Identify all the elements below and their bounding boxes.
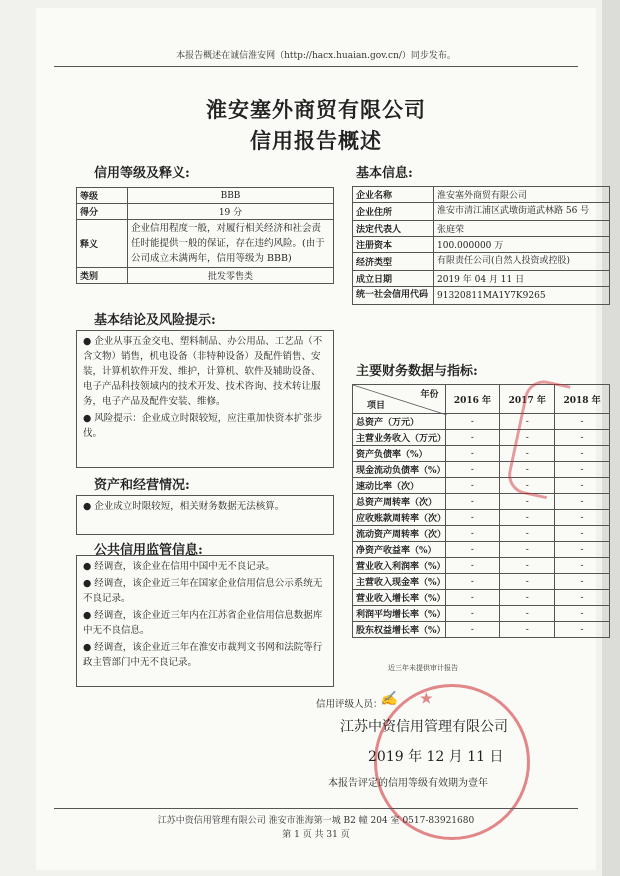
company-name-label: 企业名称	[353, 187, 434, 203]
metric-value: -	[500, 606, 555, 622]
table-row	[353, 187, 610, 203]
category-value: 批发零售类	[128, 268, 334, 284]
table-row	[353, 510, 610, 526]
report-page	[36, 8, 601, 870]
finance-section-title: 主要财务数据与指标:	[356, 364, 478, 379]
table-row	[353, 590, 610, 606]
corner-year-label: 年份	[420, 390, 439, 400]
list-item: ● 风险提示：企业成立时限较短，应注重加快资本扩张步伐。	[83, 413, 323, 439]
metric-value: -	[445, 494, 500, 510]
metric-value: -	[555, 574, 610, 590]
rating-section-title: 信用等级及释义:	[94, 166, 190, 181]
list-item: ● 经调查，该企业在信用中国中无不良记录。	[83, 561, 275, 572]
founded-value: 2019 年 04 月 11 日	[434, 271, 610, 287]
table-row	[353, 542, 610, 558]
year-2017: 2017 年	[500, 385, 555, 414]
metric-value: -	[500, 574, 555, 590]
analyst-label: 信用评级人员：	[316, 699, 383, 710]
supervision-box	[76, 555, 334, 687]
score-value: 19 分	[128, 204, 334, 220]
company-name-value: 淮安塞外商贸有限公司	[434, 187, 610, 203]
metric-value: -	[500, 478, 555, 494]
list-item: ● 经调查，该企业近三年在国家企业信用信息公示系统无不良记录。	[83, 578, 323, 604]
table-row	[353, 221, 610, 237]
metric-value: -	[445, 542, 500, 558]
metric-label: 总资产（万元）	[353, 414, 446, 430]
corner-item-label: 项目	[367, 401, 386, 411]
founded-label: 成立日期	[353, 271, 434, 287]
table-row	[353, 287, 610, 305]
table-row	[353, 271, 610, 287]
metric-value: -	[555, 606, 610, 622]
metric-value: -	[555, 526, 610, 542]
metric-label: 股东权益增长率（%）	[353, 622, 446, 638]
finance-table	[352, 384, 610, 638]
metric-label: 主营业务收入（万元）	[353, 430, 446, 446]
metric-value: -	[445, 430, 500, 446]
table-row	[353, 558, 610, 574]
seal-star-icon: ★	[420, 691, 433, 707]
definition-value: 企业信用程度一般，对履行相关经济和社会责任时能提供一般的保证，存在违约风险。(由于公司成立未满两年，信用等级为 BBB)	[128, 220, 334, 268]
table-row	[77, 268, 334, 284]
header-divider	[54, 66, 578, 67]
validity-note: 本报告评定的信用等级有效期为壹年	[328, 778, 488, 789]
metric-value: -	[555, 510, 610, 526]
corner-cell	[353, 385, 446, 414]
table-row	[353, 478, 610, 494]
metric-value: -	[555, 414, 610, 430]
metric-value: -	[555, 622, 610, 638]
definition-label: 释义	[77, 220, 128, 268]
metric-value: -	[555, 494, 610, 510]
metric-value: -	[500, 414, 555, 430]
econ-type-label: 经济类型	[353, 253, 434, 271]
category-label: 类别	[77, 268, 128, 284]
metric-label: 资产负债率（%）	[353, 446, 446, 462]
metric-label: 现金流动负债率（%）	[353, 462, 446, 478]
capital-label: 注册资本	[353, 237, 434, 253]
conclusion-box	[76, 330, 334, 468]
metric-value: -	[500, 558, 555, 574]
metric-value: -	[500, 622, 555, 638]
analyst-signature: ✍	[380, 691, 398, 707]
footer-divider	[54, 808, 578, 809]
rating-table	[76, 187, 334, 284]
issue-date: 2019 年 12 月 11 日	[368, 749, 504, 765]
finance-header-row	[353, 385, 610, 414]
rating-label: 等级	[77, 188, 128, 204]
table-row	[353, 253, 610, 271]
table-row	[353, 414, 610, 430]
address-value: 淮安市清江浦区武墩街道武林路 56 号	[434, 203, 610, 221]
metric-value: -	[445, 414, 500, 430]
metric-value: -	[555, 558, 610, 574]
metric-value: -	[555, 542, 610, 558]
metric-value: -	[555, 446, 610, 462]
metric-value: -	[500, 462, 555, 478]
metric-label: 总资产周转率（次）	[353, 494, 446, 510]
table-row	[353, 237, 610, 253]
table-row	[353, 430, 610, 446]
table-row	[353, 574, 610, 590]
metric-value: -	[555, 590, 610, 606]
metric-value: -	[445, 462, 500, 478]
metric-value: -	[500, 510, 555, 526]
table-row	[353, 606, 610, 622]
score-label: 得分	[77, 204, 128, 220]
basic-section-title: 基本信息:	[356, 166, 413, 181]
metric-value: -	[500, 494, 555, 510]
metric-value: -	[445, 478, 500, 494]
company-title: 淮安塞外商贸有限公司	[206, 97, 426, 122]
metric-value: -	[500, 542, 555, 558]
supervision-section-title: 公共信用监管信息:	[94, 543, 203, 558]
table-row	[353, 526, 610, 542]
assets-box	[76, 495, 334, 535]
table-row	[353, 462, 610, 478]
metric-value: -	[445, 606, 500, 622]
year-2018: 2018 年	[555, 385, 610, 414]
report-title: 信用报告概述	[250, 128, 382, 153]
metric-label: 营业收入增长率（%）	[353, 590, 446, 606]
header-note: 本报告概述在诚信淮安网（http://hacx.huaian.gov.cn/）同步发布。	[176, 51, 456, 61]
address-label: 企业住所	[353, 203, 434, 221]
metric-value: -	[445, 446, 500, 462]
list-item: ● 企业从事五金交电、塑料制品、办公用品、工艺品（不含文物）销售，机电设备（非特种设备）及配件销售、安装，计算机软件开发、维护，计算机、软件及辅助设备、电子产品科技领域内的技术开发、技术咨询、技术转让服务，电子产品及配件安装、维修。	[83, 336, 323, 407]
metric-label: 速动比率（次）	[353, 478, 446, 494]
table-row	[77, 188, 334, 204]
metric-value: -	[500, 430, 555, 446]
metric-value: -	[445, 510, 500, 526]
rating-value: BBB	[128, 188, 334, 204]
list-item: ● 企业成立时限较短，相关财务数据无法核算。	[83, 501, 285, 512]
credit-code-value: 91320811MA1Y7K9265	[434, 287, 610, 305]
metric-label: 利润平均增长率（%）	[353, 606, 446, 622]
basic-info-table	[352, 186, 610, 305]
metric-value: -	[445, 558, 500, 574]
finance-body	[353, 414, 610, 638]
legal-rep-label: 法定代表人	[353, 221, 434, 237]
metric-value: -	[445, 622, 500, 638]
audit-note: 近三年未提供审计报告	[388, 664, 458, 672]
econ-type-value: 有限责任公司(自然人投资或控股)	[434, 253, 610, 271]
metric-value: -	[500, 590, 555, 606]
year-2016: 2016 年	[445, 385, 500, 414]
metric-value: -	[500, 446, 555, 462]
metric-label: 流动资产周转率（次）	[353, 526, 446, 542]
metric-label: 营业收入利润率（%）	[353, 558, 446, 574]
metric-value: -	[555, 430, 610, 446]
table-row	[353, 622, 610, 638]
table-row	[77, 220, 334, 268]
conclusion-section-title: 基本结论及风险提示:	[94, 313, 216, 328]
metric-label: 主营收入现金率（%）	[353, 574, 446, 590]
table-row	[77, 204, 334, 220]
metric-value: -	[445, 590, 500, 606]
page-number: 第 1 页 共 31 页	[282, 830, 350, 840]
metric-value: -	[555, 462, 610, 478]
legal-rep-value: 张庭荣	[434, 221, 610, 237]
assets-section-title: 资产和经营情况:	[94, 478, 190, 493]
metric-value: -	[555, 478, 610, 494]
metric-value: -	[445, 574, 500, 590]
list-item: ● 经调查，该企业近三年在淮安市裁判文书网和法院等行政主管部门中无不良记录。	[83, 642, 323, 668]
credit-code-label: 统一社会信用代码	[353, 287, 434, 305]
metric-label: 净资产收益率（%）	[353, 542, 446, 558]
footer-contact: 江苏中资信用管理有限公司 淮安市淮海第一城 B2 幢 204 室 0517-83921680	[157, 816, 475, 826]
capital-value: 100.000000 万	[434, 237, 610, 253]
table-row	[353, 446, 610, 462]
table-row	[353, 494, 610, 510]
metric-label: 应收账款周转率（次）	[353, 510, 446, 526]
issuer-company: 江苏中资信用管理有限公司	[340, 719, 508, 735]
metric-value: -	[445, 526, 500, 542]
table-row	[353, 203, 610, 221]
metric-value: -	[500, 526, 555, 542]
list-item: ● 经调查，该企业近三年内在江苏省企业信用信息数据库中无不良信息。	[83, 610, 323, 636]
